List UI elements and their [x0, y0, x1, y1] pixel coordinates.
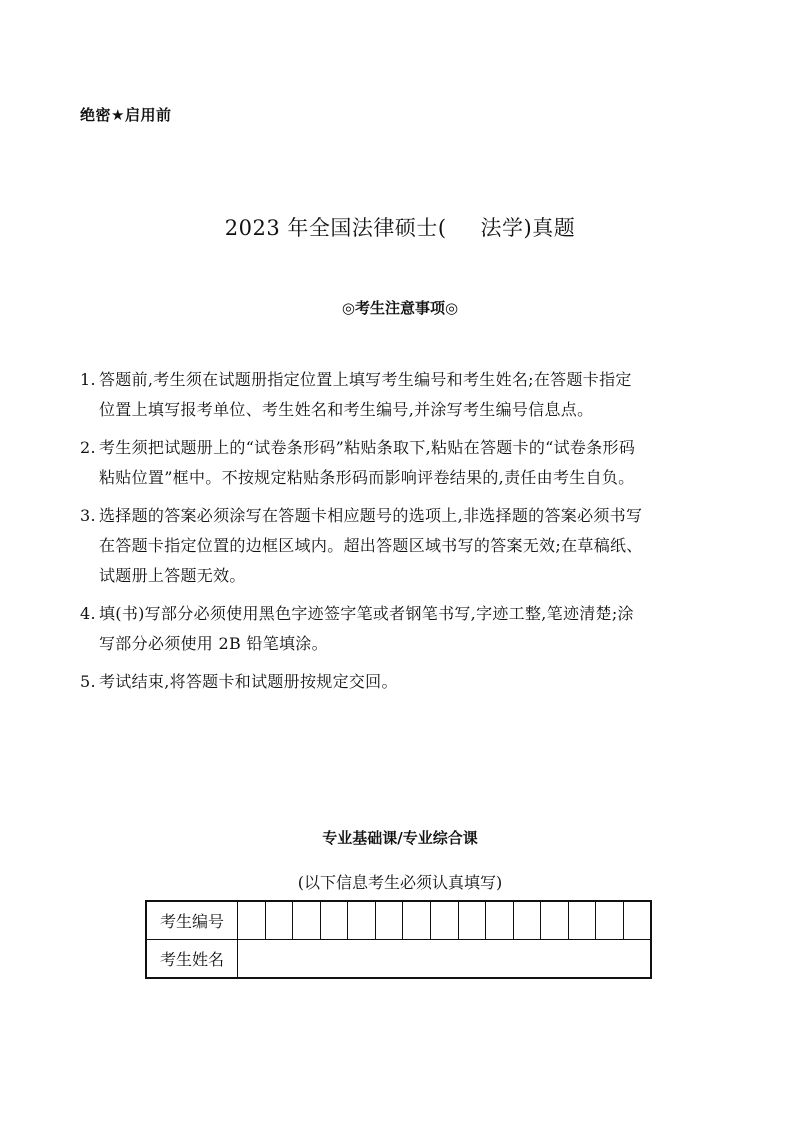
notice-heading: ◎考生注意事项◎: [341, 299, 459, 317]
candidate-number-box[interactable]: [320, 901, 348, 940]
title-prefix: 2023 年全国法律硕士(: [224, 216, 447, 240]
candidate-number-row: [146, 901, 651, 940]
notice-item: [80, 667, 730, 697]
candidate-info-table: [145, 900, 652, 979]
candidate-number-box[interactable]: [486, 901, 514, 940]
candidate-number-label: 考生编号: [146, 901, 238, 940]
candidate-number-box[interactable]: [623, 901, 651, 940]
notice-item: [80, 599, 730, 659]
notice-item-line: 填(书)写部分必须使用黑色字迹签字笔或者钢笔书写,字迹工整,笔迹清楚;涂: [99, 604, 634, 623]
notice-item-number: 2.: [80, 438, 96, 457]
notice-item-number: 3.: [80, 506, 96, 525]
notice-list: [80, 365, 730, 705]
fill-instruction: (以下信息考生必须认真填写): [297, 873, 503, 892]
notice-item-line: 答题前,考生须在试题册指定位置上填写考生编号和考生姓名;在答题卡指定: [99, 370, 632, 389]
notice-item-line: 粘贴位置”框中。不按规定粘贴条形码而影响评卷结果的,责任由考生自负。: [99, 468, 635, 487]
notice-item-number: 1.: [80, 370, 96, 389]
notice-item: [80, 501, 730, 591]
candidate-name-label: 考生姓名: [146, 940, 238, 979]
notice-item-number: 4.: [80, 604, 96, 623]
candidate-number-box[interactable]: [348, 901, 376, 940]
notice-item-line: 考试结束,将答题卡和试题册按规定交回。: [99, 672, 398, 691]
candidate-number-box[interactable]: [596, 901, 624, 940]
candidate-number-box[interactable]: [403, 901, 431, 940]
candidate-number-box[interactable]: [568, 901, 596, 940]
course-type: 专业基础课/专业综合课: [322, 829, 478, 847]
notice-item: [80, 365, 730, 425]
notice-item-line: 在答题卡指定位置的边框区域内。超出答题区域书写的答案无效;在草稿纸、: [99, 536, 643, 555]
candidate-number-box[interactable]: [513, 901, 541, 940]
candidate-number-box[interactable]: [265, 901, 293, 940]
notice-item: [80, 433, 730, 493]
notice-item-line: 位置上填写报考单位、考生姓名和考生编号,并涂写考生编号信息点。: [99, 400, 594, 419]
notice-item-line: 写部分必须使用 2B 铅笔填涂。: [99, 634, 328, 653]
candidate-number-box[interactable]: [458, 901, 486, 940]
page-title: [0, 212, 800, 242]
candidate-name-field[interactable]: [238, 940, 652, 979]
notice-item-line: 试题册上答题无效。: [99, 566, 246, 585]
candidate-number-box[interactable]: [541, 901, 569, 940]
candidate-number-box[interactable]: [375, 901, 403, 940]
candidate-number-box[interactable]: [238, 901, 266, 940]
candidate-number-box[interactable]: [430, 901, 458, 940]
notice-item-line: 考生须把试题册上的“试卷条形码”粘贴条取下,粘贴在答题卡的“试卷条形码: [99, 438, 636, 457]
notice-item-line: 选择题的答案必须涂写在答题卡相应题号的选项上,非选择题的答案必须书写: [99, 506, 643, 525]
title-suffix: 法学)真题: [480, 216, 576, 240]
notice-item-number: 5.: [80, 672, 96, 691]
candidate-name-row: [146, 940, 651, 979]
secrecy-mark: 绝密★启用前: [80, 106, 172, 124]
candidate-number-box[interactable]: [293, 901, 321, 940]
